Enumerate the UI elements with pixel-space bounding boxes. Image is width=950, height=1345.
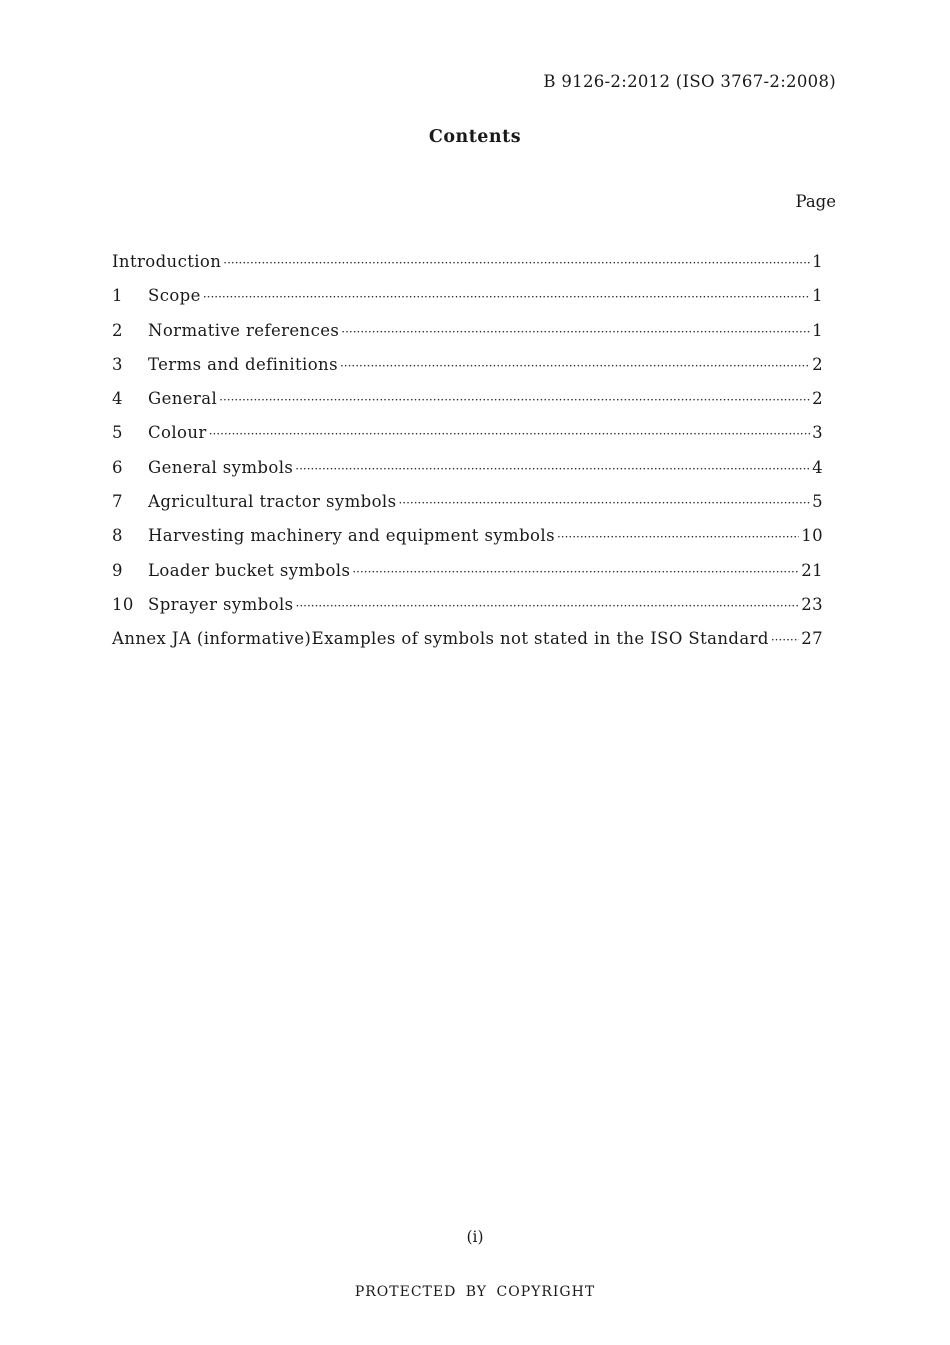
toc-entry-title: Harvesting machinery and equipment symbols <box>148 526 555 546</box>
toc-dot-leader <box>295 462 810 476</box>
toc-entry-number: 1 <box>112 286 123 306</box>
toc-entry-title: Scope <box>148 286 201 306</box>
toc-dot-leader <box>771 633 799 647</box>
toc-dot-leader <box>203 290 810 304</box>
table-of-contents <box>112 252 823 664</box>
toc-entry-scope[interactable] <box>112 286 823 320</box>
toc-entry-title: Sprayer symbols <box>148 594 294 614</box>
toc-entry-general[interactable] <box>112 389 823 423</box>
toc-entry-title: Normative references <box>148 320 340 340</box>
toc-dot-leader <box>557 530 799 544</box>
toc-entry-page: 2 <box>812 354 823 374</box>
footer-page-number: (i) <box>466 1228 484 1246</box>
toc-entry-page: 10 <box>801 526 823 546</box>
toc-entry-title: Loader bucket symbols <box>148 560 351 580</box>
document-id-header: B 9126-2:2012 (ISO 3767-2:2008) <box>543 72 836 91</box>
toc-entry-page: 4 <box>812 457 823 477</box>
toc-entry-title: Colour <box>148 423 207 443</box>
toc-entry-page: 1 <box>812 320 823 340</box>
toc-entry-introduction[interactable] <box>112 252 823 286</box>
toc-entry-page: 27 <box>801 629 823 649</box>
toc-dot-leader <box>209 427 810 441</box>
toc-dot-leader <box>296 599 800 613</box>
toc-entry-title: Agricultural tractor symbols <box>148 492 397 512</box>
toc-entry-number: 5 <box>112 423 123 443</box>
toc-dot-leader <box>352 565 799 579</box>
toc-entry-agricultural-tractor-symbols[interactable] <box>112 492 823 526</box>
toc-dot-leader <box>398 496 810 510</box>
page-title: Contents <box>428 127 522 147</box>
toc-entry-title: Introduction <box>112 252 222 271</box>
toc-entry-annex-ja[interactable] <box>112 629 823 663</box>
toc-dot-leader <box>219 393 810 407</box>
toc-entry-loader-bucket-symbols[interactable] <box>112 561 823 595</box>
toc-entry-page: 1 <box>812 286 823 306</box>
toc-entry-title: General symbols <box>148 457 294 477</box>
toc-entry-page: 23 <box>801 594 823 614</box>
toc-dot-leader <box>341 325 810 339</box>
toc-entry-number: 2 <box>112 320 123 340</box>
page-column-label: Page <box>795 192 836 211</box>
toc-entry-number: 6 <box>112 457 123 477</box>
toc-entry-harvesting-machinery-symbols[interactable] <box>112 526 823 560</box>
toc-entry-number: 4 <box>112 389 123 409</box>
toc-dot-leader <box>340 359 810 373</box>
copyright-notice: PROTECTED BY COPYRIGHT <box>354 1284 596 1300</box>
toc-entry-colour[interactable] <box>112 423 823 457</box>
toc-entry-number: 10 <box>112 594 134 614</box>
toc-entry-number: 9 <box>112 560 123 580</box>
annex-title: Examples of symbols not stated in the ISO Standard <box>311 629 769 649</box>
toc-entry-normative-references[interactable] <box>112 321 823 355</box>
toc-entry-number: 3 <box>112 354 123 374</box>
toc-entry-page: 3 <box>812 423 823 443</box>
toc-dot-leader <box>223 256 810 270</box>
toc-entry-title: General <box>148 389 218 409</box>
toc-entry-general-symbols[interactable] <box>112 458 823 492</box>
toc-entry-page: 1 <box>812 252 823 271</box>
toc-entry-terms-and-definitions[interactable] <box>112 355 823 389</box>
toc-entry-page: 5 <box>812 492 823 512</box>
toc-entry-sprayer-symbols[interactable] <box>112 595 823 629</box>
annex-label: Annex JA (informative) <box>112 629 312 649</box>
toc-entry-title: Terms and definitions <box>148 354 338 374</box>
toc-entry-page: 21 <box>801 560 823 580</box>
toc-entry-page: 2 <box>812 389 823 409</box>
toc-entry-number: 7 <box>112 492 123 512</box>
toc-entry-number: 8 <box>112 526 123 546</box>
